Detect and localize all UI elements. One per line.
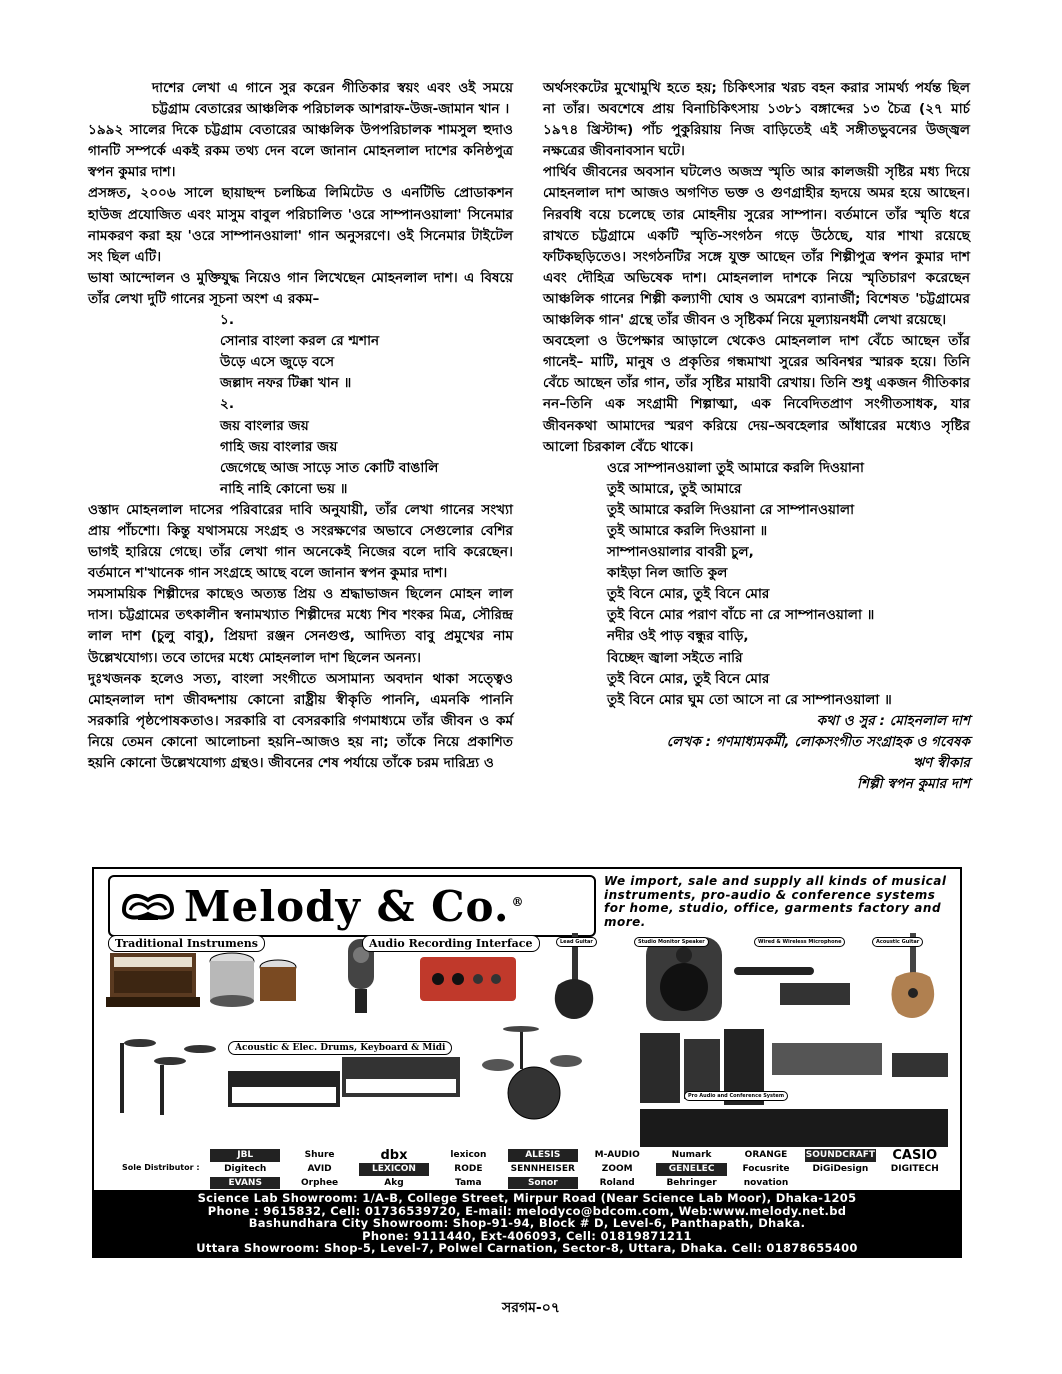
credit-line: লেখক : গণমাধ্যমকর্মী, লোকসংগীত সংগ্রাহক ও গবেষক xyxy=(666,733,970,750)
category-label-drums-keyboard: Acoustic & Elec. Drums, Keyboard & Midi xyxy=(228,1041,452,1055)
poem-line: জল্লাদ নফর টিক্কা খান ॥ xyxy=(220,375,352,392)
acoustic-drum-kit-image xyxy=(482,1026,582,1119)
paragraph: সমসাময়িক শিল্পীদের কাছেও অত্যন্ত প্রিয় ও শ্রদ্ধাভাজন ছিলেন মোহন লাল দাস। চট্টগ্রামের তৎকালীন স্বনামখ্যাত শিল্পীদের মধ্যে শিব শংকর মিত্র, সৌরিন্দ্র লাল দাশ (চুলু বাবু), প্রিয়দা রঞ্জন সেনগুপ্ত, আদিত্য বাবু প্রমুখের নাম উল্লেখযোগ্য। তবে তাদের মধ্যে মোহনলাল দাশ ছিলেন অনন্য। xyxy=(88,586,513,666)
song-line: তুই বিনে মোর, তুই বিনে মোর xyxy=(607,670,770,687)
category-label-acoustic-guitar: Acoustic Guitar xyxy=(872,937,923,947)
harmonium-image xyxy=(106,953,200,1007)
brand-logo: M-AUDIO xyxy=(594,1150,640,1160)
brand-logo: DiGiDesign xyxy=(812,1164,869,1175)
registered-mark: ® xyxy=(511,894,525,909)
credit-line: কথা ও সুর : মোহনলাল দাশ xyxy=(816,712,970,729)
quote-intro: দাশের লেখা এ গানে সুর করেন গীতিকার স্বয়ং এবং ওই সময়ে চট্টগ্রাম বেতারের আঞ্চলিক পরিচালক আশরাফ-উজ-জামান খান । xyxy=(152,80,513,118)
audio-interface-image xyxy=(420,957,516,1001)
footer-line: Uttara Showroom: Shop-5, Level-7, Polwel Carnation, Sector-8, Uttara, Dhaka. Cell: 01878655400 xyxy=(196,1241,858,1256)
brand-logo: novation xyxy=(743,1177,789,1188)
poem-excerpt xyxy=(88,310,513,500)
song-line: তুই বিনে মোর ঘুম তো আসে না রে সাম্পানওয়ালা ॥ xyxy=(607,691,892,708)
category-label-wireless-mic: Wired & Wireless Microphone xyxy=(754,937,845,947)
brand-logo: RODE xyxy=(454,1164,483,1175)
brand-logo: GENELEC xyxy=(656,1163,726,1175)
paragraph: প্রসঙ্গত, ২০০৬ সালে ছায়াছন্দ চলচ্চিত্র লিমিটেড ও এনটিভি প্রোডাকশন হাউজ প্রযোজিত এবং মাসুম বাবুল পরিচালিত 'ওরে সাম্পানওয়ালা' সিনেমার নামকরণ করা হয় 'ওরে সাম্পানওয়ালা' গান অনুসরণে। ওই সিনেমার টাইটেল সং ছিল এটি। xyxy=(88,185,513,265)
melody-logo-icon xyxy=(120,886,176,926)
wireless-microphone-image xyxy=(734,967,850,1005)
brand-logo: SENNHEISER xyxy=(510,1164,575,1175)
song-line: নদীর ওই পাড় বন্ধুর বাড়ি, xyxy=(607,628,749,645)
brand-logo: ORANGE xyxy=(744,1150,788,1160)
brand-logo: dbx xyxy=(380,1149,408,1163)
brand-logo: Sonor xyxy=(508,1177,578,1189)
category-label-traditional: Traditional Instrumens xyxy=(108,935,265,952)
credit-line: ঋণ স্বীকার xyxy=(912,755,970,771)
poem-line: সোনার বাংলা করল রে শ্মশান xyxy=(220,333,380,350)
footer-line: Phone : 9615832, Cell: 01736539720, E-mail: melodyco@bdcom.com, Web:www.melody.net.bd xyxy=(207,1203,847,1218)
melody-advertisement xyxy=(92,867,962,1258)
song-line: সাম্পানওয়ালার বাবরী চুল, xyxy=(607,544,754,561)
category-label-pro-audio: Pro Audio and Conference System xyxy=(684,1091,788,1101)
song-lyrics xyxy=(543,458,970,711)
brand-logo: ZOOM xyxy=(601,1164,633,1175)
brand-logo: ALESIS xyxy=(508,1149,578,1162)
ad-brand-box xyxy=(108,875,596,937)
poem-line: জেগেছে আজ সাড়ে সাত কোটি বাঙালি xyxy=(220,459,439,476)
keyboard-image xyxy=(228,1057,460,1107)
brand-logo: Numark xyxy=(671,1150,712,1160)
song-line: তুই বিনে মোর, তুই বিনে মোর xyxy=(607,586,770,603)
paragraph: ১৯৯২ সালের দিকে চট্টগ্রাম বেতারের আঞ্চলিক উপপরিচালক শামসুল হুদাও গানটি সম্পর্কে একই রকম তথ্য দেন বলে জানান মোহনলাল দাশের কনিষ্ঠপুত্র স্বপন কুমার দাশ। xyxy=(88,122,513,181)
brand-logo: lexicon xyxy=(450,1150,487,1160)
studio-monitor-image xyxy=(646,937,722,1021)
poem-line: গাহি জয় বাংলার জয় xyxy=(220,438,338,455)
article-left-column xyxy=(88,78,513,774)
ad-contact-footer xyxy=(94,1190,960,1256)
brand-logo-grid xyxy=(210,1149,950,1189)
article-right-column xyxy=(543,78,970,795)
song-line: তুই বিনে মোর পরাণ বাঁচে না রে সাম্পানওয়ালা ॥ xyxy=(607,607,875,624)
poem-line: জয় বাংলার জয় xyxy=(220,417,309,434)
paragraph: ওস্তাদ মোহনলাল দাসের পরিবারের দাবি অনুযায়ী, তাঁর লেখা গানের সংখ্যা প্রায় পাঁচশো। কিন্তু যথাসময়ে সংগ্রহ ও সংরক্ষণের অভাবে সেগুলোর বেশির ভাগই হারিয়ে গেছে। তাঁর লেখা গান অনেকেই নিজের বলে দাবি করেছেন। বর্তমানে শ'খানেক গান সংগ্রহে আছে বলে জানান স্বপন কুমার দাশ। xyxy=(88,501,513,582)
song-line: বিচ্ছেদ জ্বালা সইতে নারি xyxy=(607,649,743,666)
category-label-studio-monitor: Studio Monitor Speaker xyxy=(634,937,709,947)
brand-logo: EVANS xyxy=(210,1177,280,1189)
credit-line: শিল্পী স্বপন কুমার দাশ xyxy=(857,776,970,793)
brand-logo: DIGITECH xyxy=(890,1164,939,1175)
paragraph: অবহেলা ও উপেক্ষার আড়ালে থেকেও মোহনলাল দাশ বেঁচে আছেন তাঁর গানেই– মাটি, মানুষ ও প্রকৃতির গন্ধমাখা সুরের অবিনশ্বর স্মারক হয়ে। তিনি বেঁচে আছেন তাঁর গান, তাঁর সৃষ্টির মায়াবী রেখায়। তিনি শুধু একজন গীতিকার নন–তিনি এক সংগ্রামী শিল্পাত্মা, এক নিবেদিতপ্রাণ সংগীতসাধক, যার জীবনকথা আমাদের স্মরণ করিয়ে দেয়–অবহেলার আঁধারের মধ্যেও সৃষ্টির আলো চিরকাল বেঁচে থাকে। xyxy=(543,333,970,455)
sole-distributor-label: Sole Distributor : xyxy=(122,1163,200,1172)
electronic-drums-image xyxy=(120,1039,216,1115)
brand-logo: CASIO xyxy=(892,1149,938,1163)
ad-tagline: We import, sale and supply all kinds of musical instruments, pro-audio & conference systems for home, studio, office, garments factory and more. xyxy=(604,874,947,929)
brand-logo: JBL xyxy=(210,1149,280,1162)
brand-logo: LEXICON xyxy=(359,1163,429,1175)
song-line: তুই আমারে করলি দিওয়ানা ॥ xyxy=(607,522,768,539)
article-credits xyxy=(543,711,970,795)
song-line: কাইড়া নিল জাতি কুল xyxy=(607,565,728,582)
brand-logo: Focusrite xyxy=(742,1164,790,1175)
brand-logo: AVID xyxy=(307,1164,332,1175)
tabla-image xyxy=(210,953,296,1007)
brand-logo: Digitech xyxy=(224,1164,267,1175)
poem-line: উড়ে এসে জুড়ে বসে xyxy=(220,354,335,371)
song-line: তুই আমারে করলি দিওয়ানা রে সাম্পানওয়ালা xyxy=(607,501,855,518)
brand-logo: SOUNDCRAFT xyxy=(805,1149,875,1162)
brand-logo: Roland xyxy=(599,1177,635,1188)
paragraph: অর্থসংকটের মুখোমুখি হতে হয়; চিকিৎসার খরচ বহন করার সামর্থ্য পর্যন্ত ছিল না তাঁর। অবশেষে প্রায় বিনাচিকিৎসায় ১৩৮১ বঙ্গাব্দের ১৩ চৈত্র (২৭ মার্চ ১৯৭৪ খ্রিস্টাব্দ) পাঁচ পুকুরিয়ায় নিজ বাড়িতেই এই সঙ্গীতভুবনের উজ্জ্বল নক্ষত্রের জীবনাবসান ঘটে। xyxy=(543,80,970,160)
brand-logo: Tama xyxy=(455,1177,482,1188)
poem-line: নাহি নাহি কোনো ভয় ॥ xyxy=(220,480,348,497)
brand-logo: Behringer xyxy=(666,1177,717,1188)
paragraph: পার্থিব জীবনের অবসান ঘটলেও অজস্র স্মৃতি আর কালজয়ী সৃষ্টির মধ্য দিয়ে মোহনলাল দাশ আজও অগণিত ভক্ত ও গুণগ্রাহীর হৃদয়ে অমর হয়ে আছেন। নিরবধি বয়ে চলেছে তার মোহনীয় সুরের সাম্পান। বর্তমানে তাঁর স্মৃতি ধরে রাখতে চট্টগ্রামে একটি স্মৃতি-সংগঠন গড়ে উঠেছে, যার শাখা রয়েছে ফটিকছড়িতেও। সংগঠনটির সঙ্গে যুক্ত আছেন তাঁর শিল্পীপুত্র স্বপন কুমার দাশ এবং দৌহিত্র অভিষেক দাশ। মোহনলাল দাশকে নিয়ে স্মৃতিচারণ করেছেন আঞ্চলিক গানের শিল্পী কল্যাণী ঘোষ ও অমরেশ ব্যানার্জী; বিশেষত 'চট্টগ্রামের আঞ্চলিক গান' গ্রন্থে তাঁর জীবন ও সৃষ্টিকর্ম নিয়ে মূল্যায়নধর্মী লেখা রয়েছে। xyxy=(543,164,970,329)
category-label-lead-guitar: Lead Guitar xyxy=(556,937,597,947)
footer-line: Science Lab Showroom: 1/A-B, College Street, Mirpur Road (Near Science Lab Moor), Dhaka-1205 xyxy=(197,1191,857,1205)
song-line: তুই আমারে, তুই আমারে xyxy=(607,480,742,497)
footer-line: Phone: 9111440, Ext-406093, Cell: 01819871211 xyxy=(362,1228,692,1243)
poem-line: ২. xyxy=(220,396,235,413)
brand-name-text: Melody & Co. xyxy=(184,881,510,931)
brand-logo: Akg xyxy=(384,1177,404,1188)
category-label-audio-interface: Audio Recording Interface xyxy=(362,935,540,952)
brand-logo: Shure xyxy=(304,1150,335,1160)
paragraph: দুঃখজনক হলেও সত্য, বাংলা সংগীতে অসামান্য অবদান থাকা সত্ত্বেও মোহনলাল দাশ জীবদ্দশায় কোনো রাষ্ট্রীয় স্বীকৃতি পাননি, এমনকি পাননি সরকারি পৃষ্ঠপোষকতাও। সরকারি বা বেসরকারি গণমাধ্যমে তাঁর জীবন ও কর্ম নিয়ে তেমন কোনো আলোচনা হয়নি–আজও হয় না; তাঁকে নিয়ে প্রকাশিত হয়নি কোনো উল্লেখযোগ্য গ্রন্থও। জীবনের শেষ পর্যায়ে তাঁকে চরম দারিদ্র্য ও xyxy=(88,670,513,771)
song-line: ওরে সাম্পানওয়ালা তুই আমারে করলি দিওয়ানা xyxy=(607,459,864,476)
paragraph: ভাষা আন্দোলন ও মুক্তিযুদ্ধ নিয়েও গান লিখেছেন মোহনলাল দাশ। এ বিষয়ে তাঁর লেখা দুটি গানের সূচনা অংশ এ রকম– xyxy=(88,269,513,307)
instrument-photo-collage xyxy=(100,933,958,1151)
pro-audio-collage-image xyxy=(640,1029,948,1147)
brand-logo: Orphee xyxy=(301,1177,339,1188)
page-number: সরগম-০৭ xyxy=(502,1300,560,1316)
footer-line: Bashundhara City Showroom: Shop-91-94, Block # D, Level-6, Panthapath, Dhaka. xyxy=(248,1216,806,1231)
poem-line: ১. xyxy=(220,312,234,329)
brand-name xyxy=(184,882,524,931)
